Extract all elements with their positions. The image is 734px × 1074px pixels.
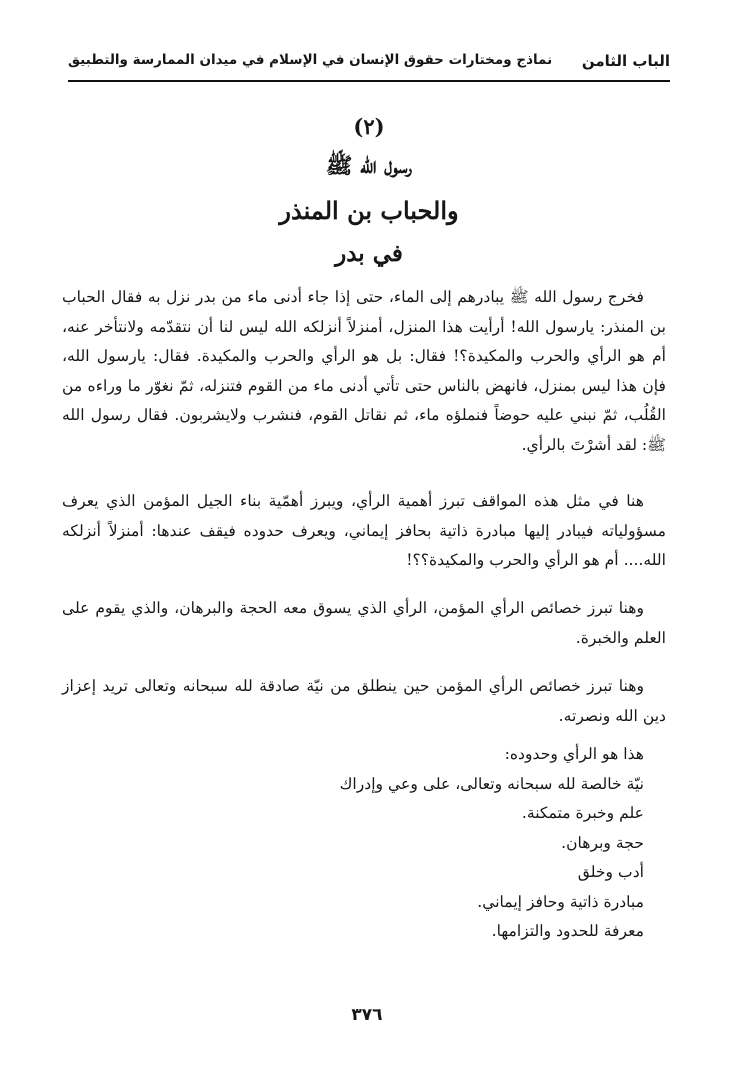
book-title: نماذج ومختارات حقوق الإنسان في الإسلام في ميدان الممارسة والتطبيق	[68, 52, 553, 68]
opinion-traits-list	[84, 740, 644, 947]
section-title-line-3: في بدر	[335, 240, 403, 267]
list-item: هذا هو الرأي وحدوده:	[504, 745, 644, 763]
running-header	[68, 52, 670, 76]
list-item: نيّة خالصة لله سبحانه وتعالى، على وعي وإدراك	[339, 774, 644, 793]
paragraph-4	[62, 672, 666, 731]
paragraph-3	[62, 594, 666, 653]
section-number: (٢)	[353, 114, 385, 139]
list-item: مبادرة ذاتية وحافز إيماني.	[477, 892, 644, 911]
paragraph-text: وهنا تبرز خصائص الرأي المؤمن، الرأي الذي يسوق معه الحجة والبرهان، والذي يقوم على العلم والخبرة.	[62, 599, 666, 647]
section-title-line-2: والحباب بن المنذر	[279, 196, 459, 225]
paragraph-1	[62, 283, 666, 460]
list-item: حجة وبرهان.	[561, 833, 644, 852]
page-number: ٣٧٦	[351, 1005, 383, 1025]
paragraph-text: هنا في مثل هذه المواقف تبرز أهمية الرأي، ويبرز أهمّية بناء الجيل المؤمن الذي يعرف مسؤولياته فيبادر إليها مبادرة ذاتية بحافز إيماني، ويعرف حدوده فيقف عندها: أمنزلاً أنزلكه الله.... أم هو الرأي والحرب والمكيدة؟؟!	[62, 492, 666, 569]
paragraph-text: وهنا تبرز خصائص الرأي المؤمن حين ينطلق من نيّة صادقة لله سبحانه وتعالى تريد إعزاز دين الله ونصرته.	[62, 677, 666, 725]
section-title-line-1: رسول الله ﷺ	[325, 153, 413, 179]
header-divider	[68, 80, 670, 82]
list-item: معرفة للحدود والتزامها.	[491, 922, 644, 940]
paragraph-2	[62, 487, 666, 576]
chapter-title: الباب الثامن	[581, 52, 670, 70]
list-item: أدب وخلق	[577, 863, 644, 881]
list-item: علم وخبرة متمكنة.	[521, 804, 644, 822]
paragraph-text: فخرج رسول الله ﷺ يبادرهم إلى الماء، حتى إذا جاء أدنى ماء من بدر نزل به فقال الحباب بن المنذر: يارسول الله! أرأيت هذا المنزل، أمنزلاً أنزلكه الله ليس لنا أن نتقدّمه ولانتأخر عنه، أم هو الرأي والحرب والمكيدة؟! فقال: بل هو الرأي والحرب والمكيدة. فقال: يارسول الله، فإن هذا ليس بمنزل، فانهض بالناس حتى تأتي أدنى ماء من القوم فتنزله، ثمّ نغوّر ما وراءه من القُلُب، ثمّ نبني عليه حوضاً فنملؤه ماء، ثم نقاتل القوم، فنشرب ولايشربون. فقال رسول الله ﷺ: لقد أشرْتَ بالرأي.	[62, 288, 666, 454]
